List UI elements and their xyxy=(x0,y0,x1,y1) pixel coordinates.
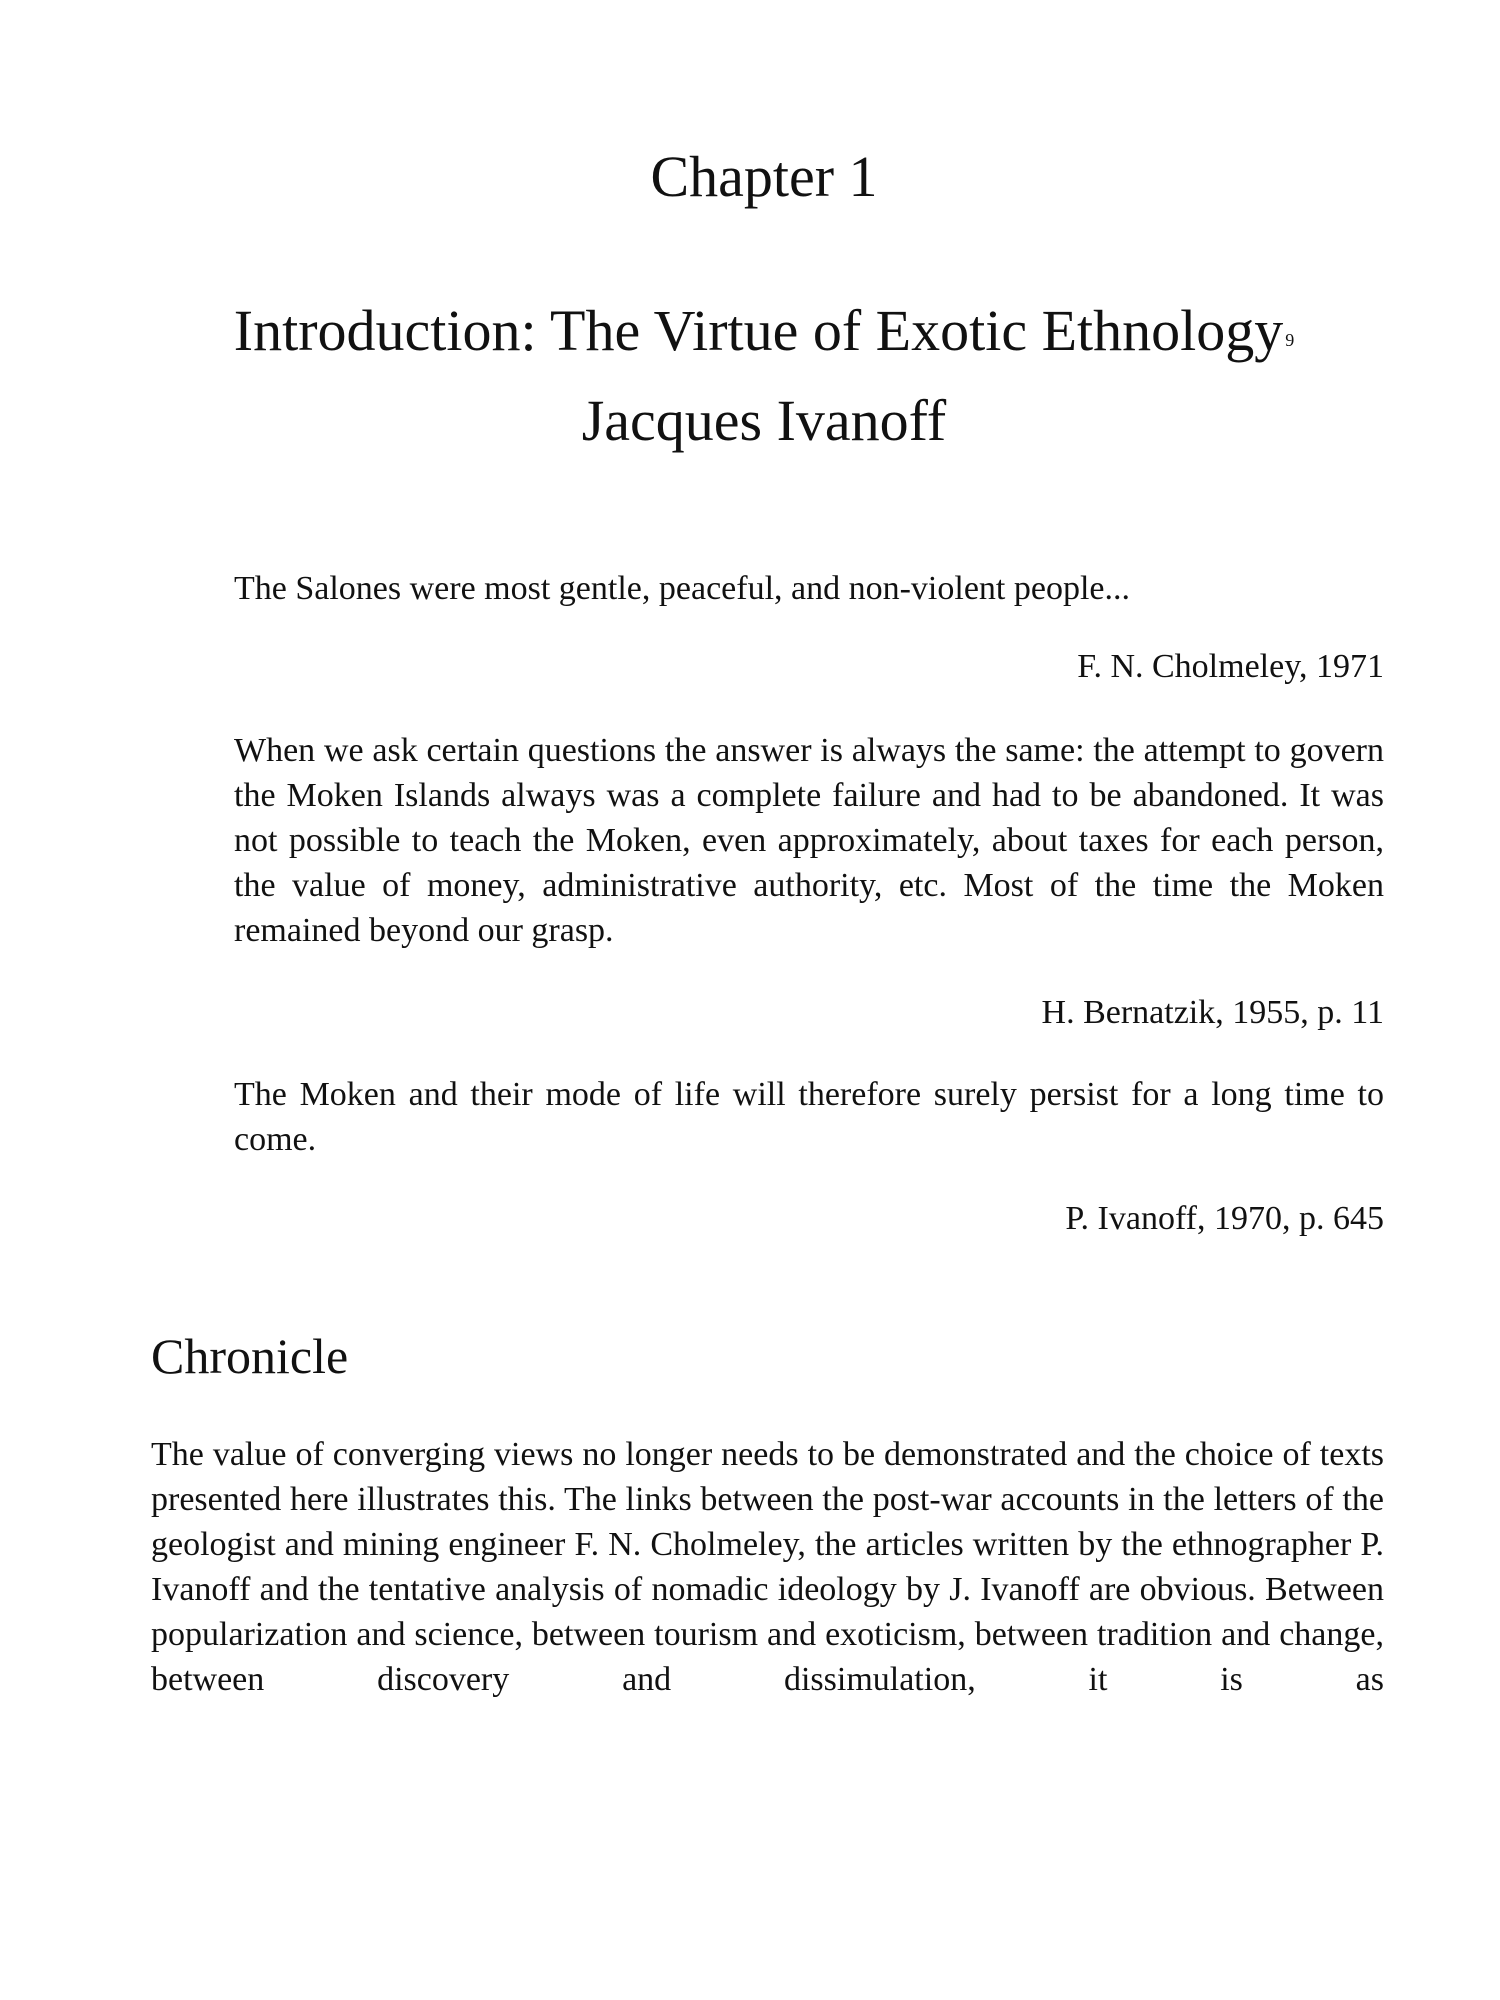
section-heading: Chronicle xyxy=(151,1328,349,1384)
chapter-author: Jacques Ivanoff xyxy=(581,388,947,453)
epigraph-attribution: P. Ivanoff, 1970, p. 645 xyxy=(1065,1200,1384,1237)
epigraph-text: The Moken and their mode of life will therefore surely persist for a long time to come. xyxy=(234,1076,1384,1158)
chapter-title xyxy=(0,296,1500,379)
epigraph-attribution: H. Bernatzik, 1955, p. 11 xyxy=(1041,994,1384,1031)
epigraph-attribution: F. N. Cholmeley, 1971 xyxy=(1077,648,1384,685)
chapter-title-text: Introduction: The Virtue of Exotic Ethnology xyxy=(233,298,1284,363)
epigraph-text: The Salones were most gentle, peaceful, and non-violent people... xyxy=(234,570,1130,607)
body-paragraph: The value of converging views no longer needs to be demonstrated and the choice of texts presented here illustrates this. The links between the post-war accounts in the letters of the geologist and mining engineer F. N. Cholmeley, the articles written by the ethnographer P. Ivanoff and the tentative analysis of nomadic ideology by J. Ivanoff are obvious. Between popularization and science, between tourism and exoticism, between tradition and change, between discovery and dissimulation, it is as xyxy=(151,1436,1384,1698)
footnote-marker[interactable]: 9 xyxy=(1285,330,1295,350)
chapter-label: Chapter 1 xyxy=(650,144,878,209)
epigraph-text: When we ask certain questions the answer is always the same: the attempt to govern the Moken Islands always was a complete failure and had to be abandoned. It was not possible to teach the Moken, even approximately, about taxes for each person, the value of money, administrative authority, etc. Most of the time the Moken remained beyond our grasp. xyxy=(234,732,1384,949)
